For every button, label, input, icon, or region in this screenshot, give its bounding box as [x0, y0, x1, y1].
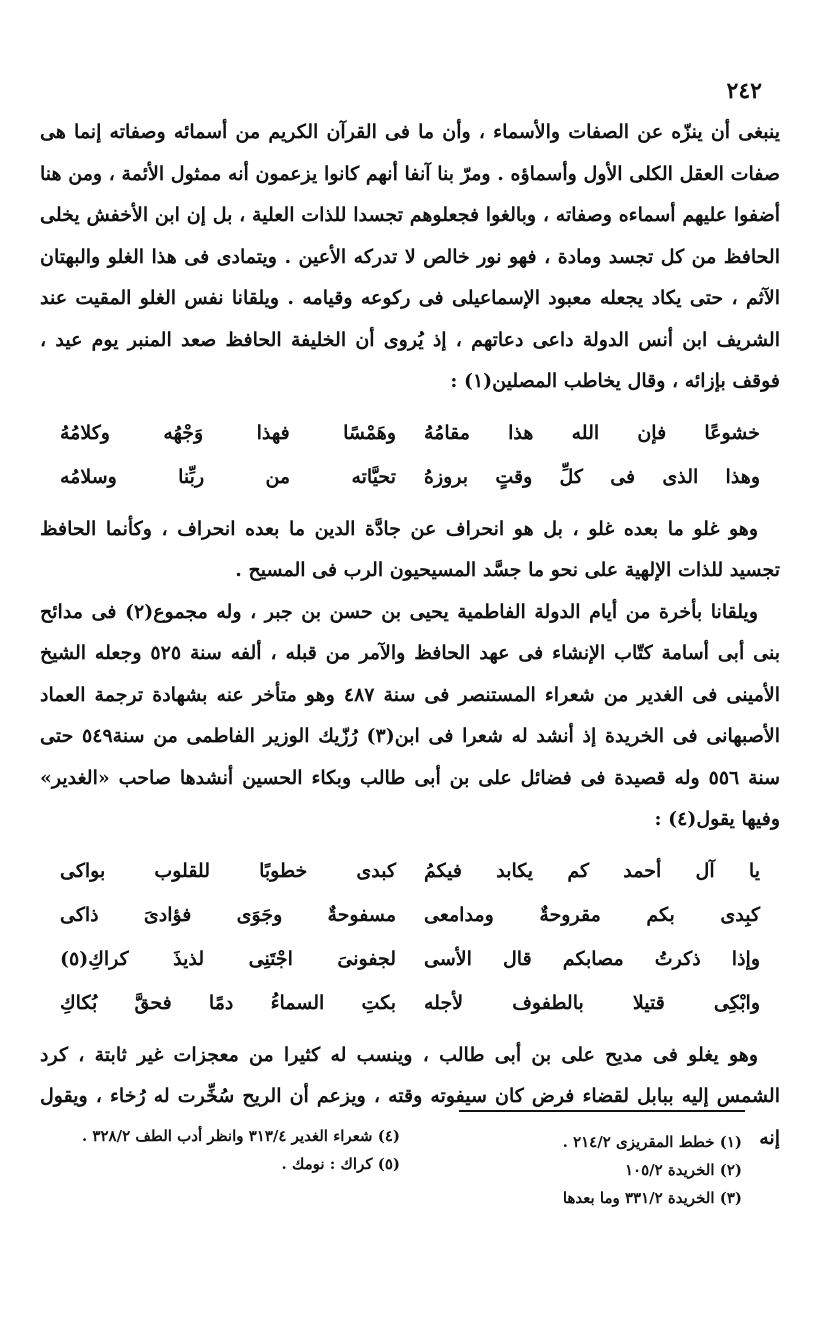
footnotes-column-right: [442, 1128, 742, 1212]
poem-hemistich-second: مسفوحةٌ وجَوَى فؤادىَ ذاكى: [60, 903, 396, 926]
footnote-divider: [459, 1110, 745, 1112]
main-text: [40, 112, 780, 1159]
page-number: ٢٤٢: [726, 78, 762, 104]
poem-1: [60, 411, 760, 499]
poem-hemistich-second: كبدى خطوبًا للقلوب بواكى: [60, 859, 396, 882]
footnote: (٣) الخريدة ٣٣١/٢ وما بعدها: [562, 1189, 742, 1207]
poem-line: [60, 455, 760, 499]
footnote: (٢) الخريدة ١٠٥/٢: [624, 1161, 742, 1179]
footnotes-column-left: [40, 1122, 400, 1178]
poem-hemistich-first: يا آل أحمد كم يكابد فيكمُ: [424, 859, 760, 882]
poem-hemistich-second: بكتِ السماءُ دمًا فحقَّ بُكاكِ: [60, 991, 396, 1014]
poem-hemistich-first: وإذا ذكرتُ مصابكم قال الأسى: [424, 947, 760, 970]
poem-hemistich-first: وابْكِى قتيلا بالطفوف لأجله: [424, 991, 760, 1014]
poem-line: [60, 849, 760, 893]
poem-hemistich-first: وهذا الذى فى كلِّ وقتٍ بروزهُ: [424, 465, 760, 488]
paragraph: ويلقانا بأخرة من أيام الدولة الفاطمية يحيى بن حسن بن جبر ، وله مجموع(٢) فى مدائح بنى أبى أسامة كتّاب الإنشاء فى عهد الحافظ والآمر من قبله ، ألفه سنة ٥٢٥ وجعله الشيخ الأمينى فى الغدير من شعراء المستنصر فى سنة ٤٨٧ وهو متأخر عنه بشهادة ترجمة العماد الأصبهانى فى الخريدة إذ أنشد له شعرا فى ابن(٣) رُزّيك الوزير الفاطمى من سنة٥٤٩ حتى سنة ٥٥٦ وله قصيدة فى فضائل على بن أبى طالب وبكاء الحسين أنشدها صاحب «الغدير» وفيها يقول(٤) :: [40, 600, 781, 830]
paragraph: ينبغى أن ينزّه عن الصفات والأسماء ، وأن ما فى القرآن الكريم من أسمائه وصفاته إنما هى صفات العقل الكلى الأول وأسماؤه . ومرّ بنا آنفا أنهم كانوا يزعمون أنه ممثول الأئمة ، ومن هنا أضفوا عليهم أسماءه وصفاته ، وبالغوا فجعلوهم تجسدا للذات العلية ، بل إن ابن الأخفش يخلى الحافظ من كل تجسد ومادة ، فهو نور خالص لا تدركه الأعين . ويتمادى فى هذا الغلو والبهتان الآثم ، حتى يكاد يجعله معبود الإسماعيلى فى ركوعه وقيامه . ويلقانا نفس الغلو المقيت عند الشريف ابن أنس الدولة داعى دعاتهم ، إذ يُروى أن الخليفة الحافظ صعد المنبر يوم عيد ، فوقف بإزائه ، وقال يخاطب المصلين(١) :: [40, 121, 780, 392]
poem-hemistich-first: خشوعًا فإن الله هذا مقامُهُ: [424, 421, 760, 444]
paragraph: وهو غلو ما بعده غلو ، بل هو انحراف عن جادَّة الدين ما بعده انحراف ، وكأنما الحافظ تجسيد للذات الإلهية على نحو ما جسَّد المسيحيون الرب فى المسيح .: [40, 517, 780, 581]
paragraph: وهو يغلو فى مديح على بن أبى طالب ، وينسب له كثيرا من معجزات غير ثابتة ، كرد الشمس إليه ببابل لقضاء فرض كان سيفوته وقته ، ويزعم أن الريح سُخِّرت له رُخاء ، ويقول إنه: [40, 1043, 780, 1149]
poem-hemistich-second: وهَمْسًا فهذا وَجْهُه وكلامُهُ: [60, 421, 396, 444]
footnote: (١) خطط المقريزى ٢١٤/٢ .: [562, 1133, 742, 1151]
poem-line: [60, 937, 760, 981]
poem-line: [60, 411, 760, 455]
poem-2: [60, 849, 760, 1025]
poem-line: [60, 981, 760, 1025]
footnote: (٤) شعراء الغدير ٣١٣/٤ وانظر أدب الطف ٣٢٨/٢ .: [81, 1127, 400, 1145]
poem-hemistich-second: تحيَّاته من ربِّنا وسلامُه: [60, 465, 396, 488]
poem-hemistich-second: لجفونىَ اجْتَنِى لذيذَ كراكِ(٥): [60, 947, 396, 970]
poem-line: [60, 893, 760, 937]
poem-hemistich-first: كبِدى بكم مقروحةٌ ومدامعى: [424, 903, 760, 926]
footnote: (٥) كراك : نومك .: [281, 1155, 400, 1173]
